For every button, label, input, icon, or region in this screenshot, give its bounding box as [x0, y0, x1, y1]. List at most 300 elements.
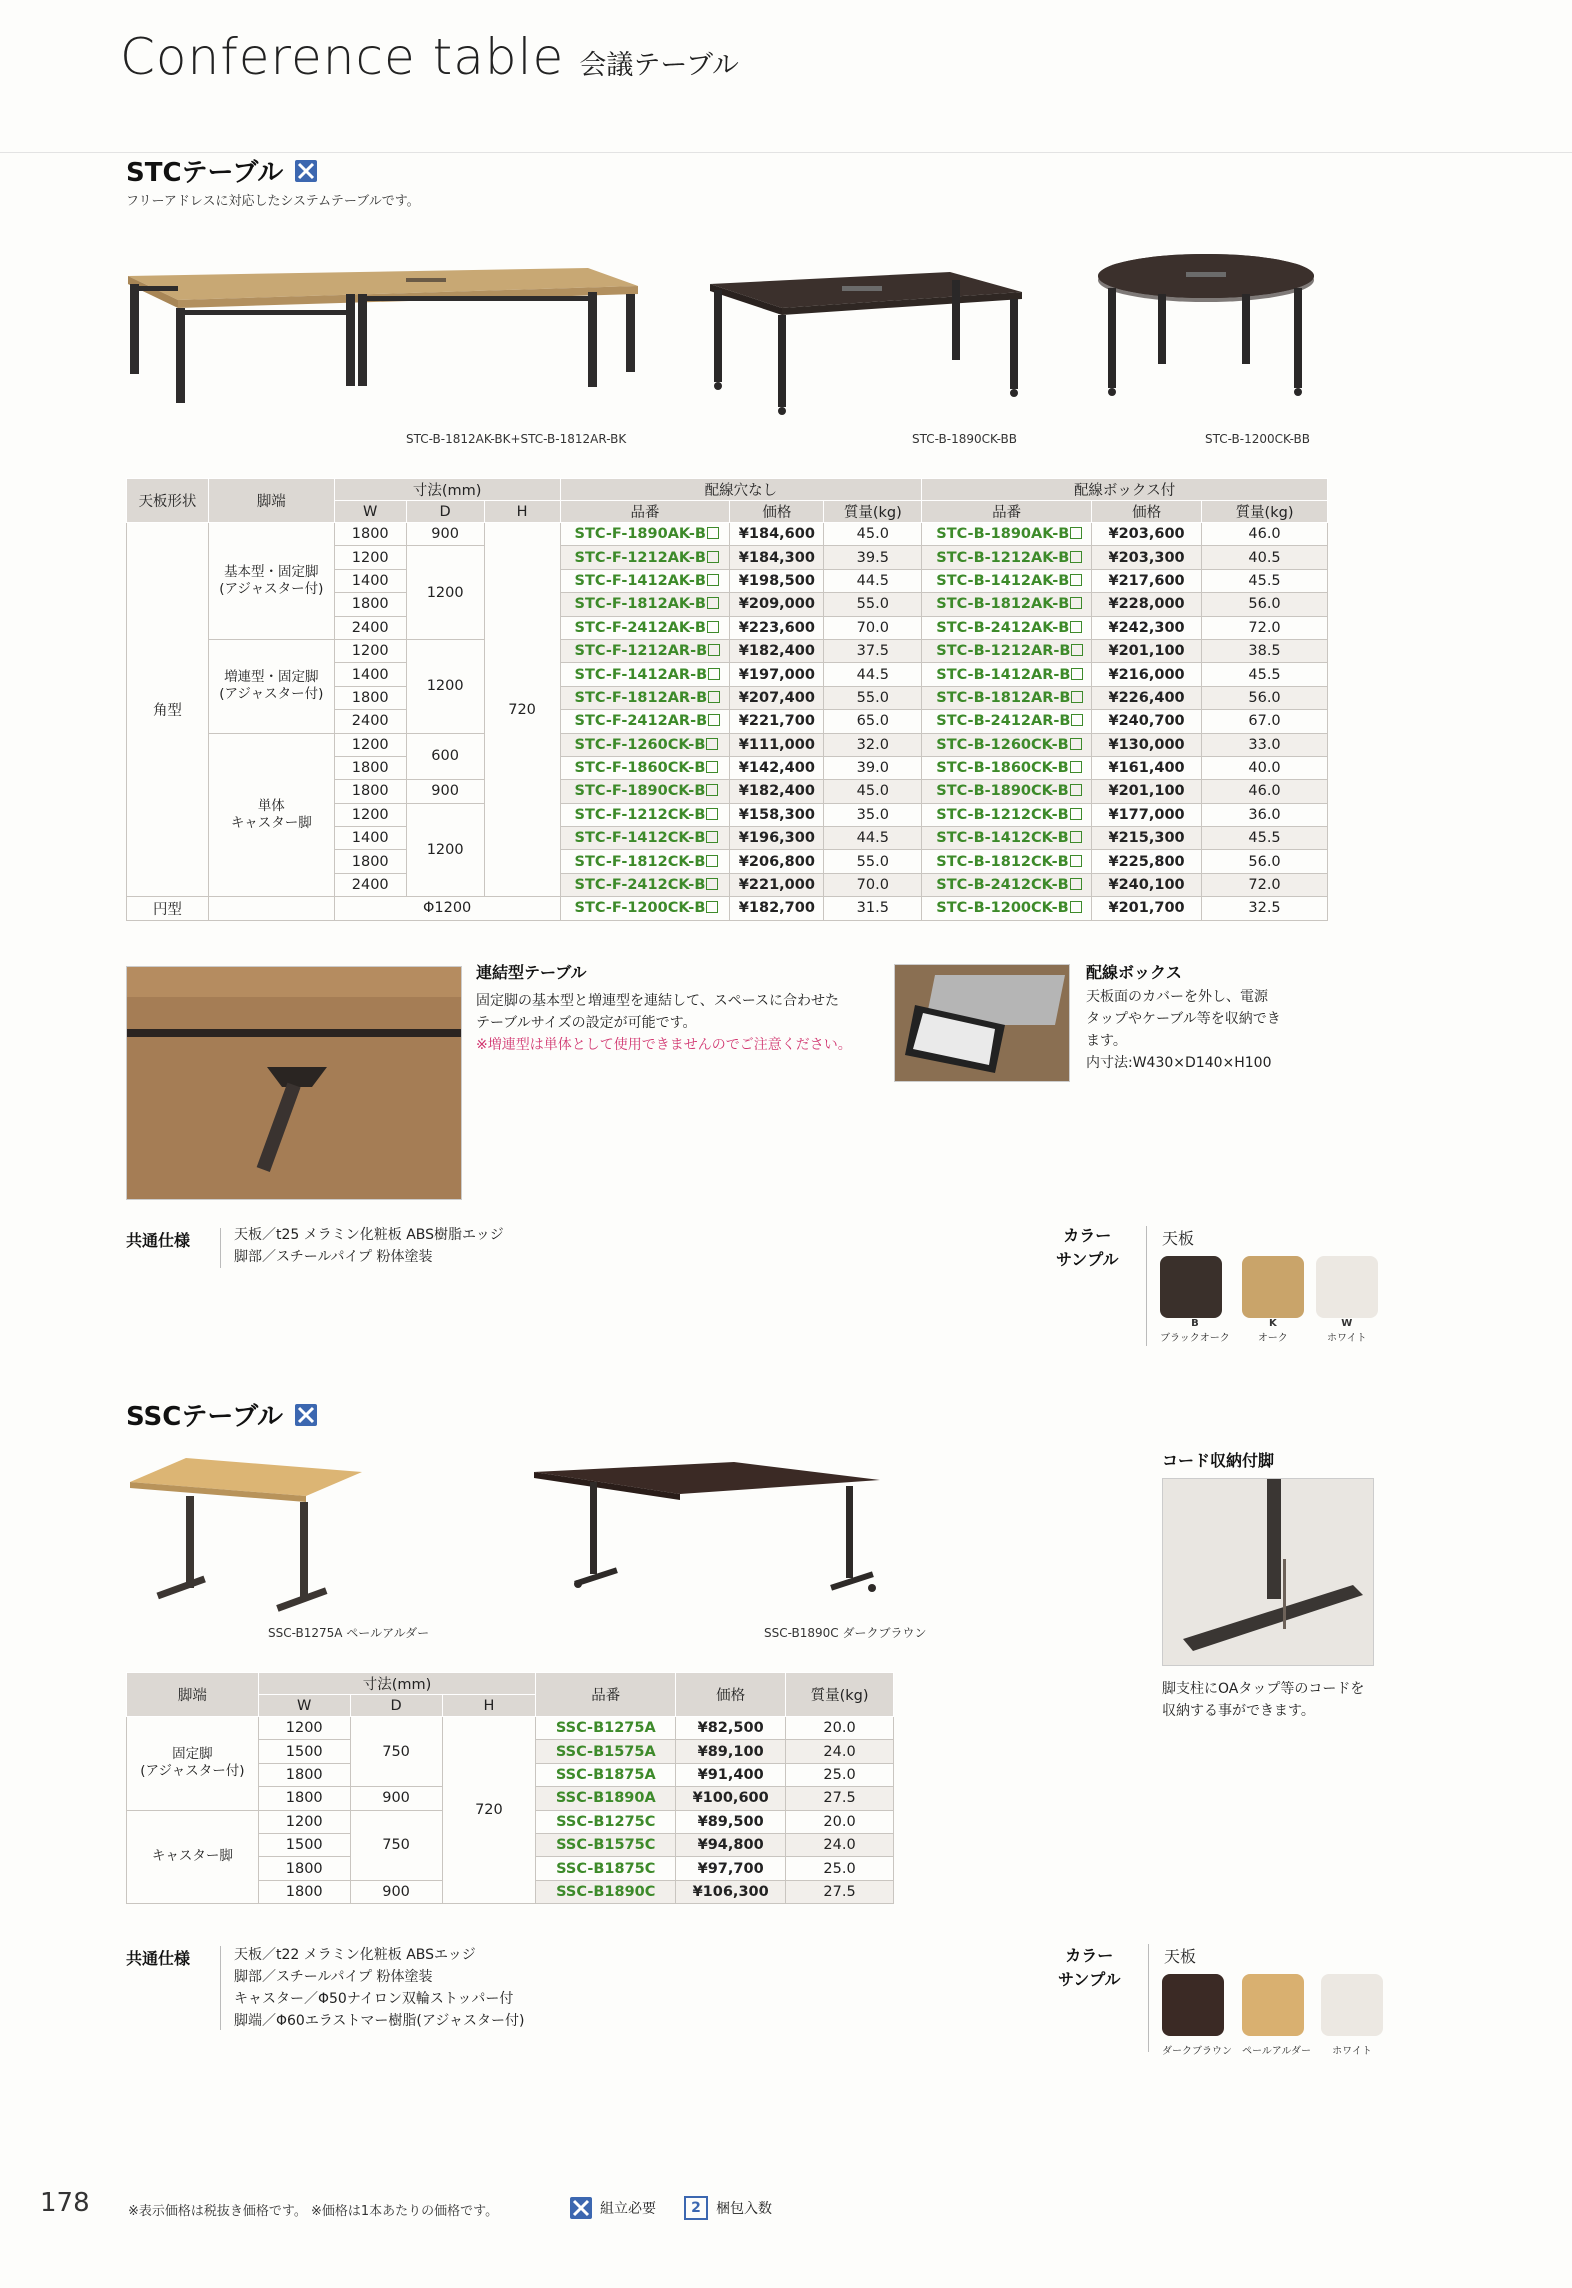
price-cell: ¥177,000 — [1092, 803, 1202, 826]
wiring-box-line-4: 内寸法:W430×D140×H100 — [1086, 1055, 1272, 1071]
color-placeholder-box — [706, 784, 718, 796]
price-cell: ¥182,400 — [730, 780, 824, 803]
col-weight-2: 質量(kg) — [1202, 501, 1328, 523]
color-placeholder-box — [708, 714, 720, 726]
color-placeholder-box — [1070, 855, 1082, 867]
weight-cell: 72.0 — [1202, 616, 1328, 639]
color-placeholder-box — [707, 597, 719, 609]
product-code-text: STC-B-2412AR-B — [936, 713, 1071, 730]
color-placeholder-box — [1070, 597, 1082, 609]
ssc-table-row — [127, 1717, 894, 1740]
w-cell: 1400 — [334, 663, 406, 686]
product-code — [922, 546, 1092, 569]
weight-cell: 70.0 — [824, 616, 922, 639]
product-code: SSC-B1275C — [536, 1810, 676, 1833]
product-code-text: STC-B-2412AK-B — [936, 619, 1070, 636]
weight-cell: 20.0 — [786, 1717, 894, 1740]
w-cell: 1400 — [334, 827, 406, 850]
weight-cell: 36.0 — [1202, 803, 1328, 826]
color-placeholder-box — [1070, 574, 1082, 586]
col-group-wiring-box: 配線ボックス付 — [922, 479, 1328, 501]
swatch-white-chip — [1316, 1256, 1378, 1318]
ssc-col-w: W — [258, 1695, 350, 1717]
product-code — [560, 569, 730, 592]
price-cell: ¥184,300 — [730, 546, 824, 569]
ssc-col-code: 品番 — [536, 1673, 676, 1717]
weight-cell: 45.5 — [1202, 569, 1328, 592]
stc-color-divider — [1146, 1226, 1147, 1346]
weight-cell: 32.5 — [1202, 897, 1328, 920]
stc-linked-table-photo — [118, 258, 648, 428]
weight-cell: 24.0 — [786, 1740, 894, 1763]
product-code — [922, 686, 1092, 709]
price-cell: ¥111,000 — [730, 733, 824, 756]
price-cell: ¥94,800 — [676, 1833, 786, 1856]
price-cell: ¥223,600 — [730, 616, 824, 639]
price-cell: ¥100,600 — [676, 1787, 786, 1810]
stc-1890-photo — [700, 262, 1030, 422]
linked-title: 連結型テーブル — [476, 963, 587, 982]
cord-text — [1162, 1678, 1364, 1722]
color-placeholder-box — [1070, 901, 1082, 913]
price-cell: ¥201,100 — [1092, 780, 1202, 803]
w-cell: 1200 — [334, 733, 406, 756]
weight-cell: 45.0 — [824, 780, 922, 803]
leg-cell: 単体 キャスター脚 — [208, 733, 334, 897]
stc-color-top-label: 天板 — [1162, 1229, 1195, 1248]
price-cell: ¥196,300 — [730, 827, 824, 850]
wiring-box-line-2: タップやケーブル等を収納でき — [1086, 1011, 1281, 1027]
swatch-oak-name: オーク — [1257, 1333, 1288, 1344]
product-code — [560, 639, 730, 662]
ssc-color-label-2: サンプル — [1058, 1970, 1121, 1989]
color-placeholder-box — [708, 668, 720, 680]
w-cell: 1800 — [334, 523, 406, 546]
color-placeholder-box — [706, 808, 718, 820]
ssc-swatches — [1162, 1974, 1383, 2057]
color-placeholder-box — [706, 878, 718, 890]
linked-text-1: 固定脚の基本型と増連型を連結して、スペースに合わせた — [476, 993, 840, 1009]
leg-cell — [208, 897, 334, 920]
product-code — [922, 873, 1092, 896]
product-code-text: STC-B-1212CK-B — [936, 806, 1069, 823]
product-code-text: STC-F-1412AK-B — [574, 572, 706, 589]
product-code-text: STC-B-1212AR-B — [936, 643, 1071, 660]
weight-cell: 39.0 — [824, 756, 922, 779]
w-cell: 1800 — [258, 1787, 350, 1810]
col-price-1: 価格 — [730, 501, 824, 523]
d-cell: 750 — [350, 1717, 442, 1787]
w-cell: 1800 — [334, 780, 406, 803]
stc-photo-caption-3: STC-B-1200CK-BB — [1205, 432, 1310, 446]
weight-cell: 37.5 — [824, 639, 922, 662]
color-placeholder-box — [707, 621, 719, 633]
product-code — [560, 686, 730, 709]
ssc-col-leg: 脚端 — [127, 1673, 259, 1717]
color-placeholder-box — [706, 831, 718, 843]
assembly-legend-label: 組立必要 — [600, 2201, 656, 2217]
product-code-text: STC-B-1212AK-B — [936, 549, 1070, 566]
ssc-spec-table — [126, 1672, 894, 1904]
stc-section-title — [126, 152, 317, 189]
stc-round-photo — [1094, 250, 1318, 410]
stc-common-line-1: 天板／t25 メラミン化粧板 ABS樹脂エッジ — [234, 1227, 504, 1243]
product-code-text: STC-F-1200CK-B — [574, 900, 706, 917]
page-title-ja: 会議テーブル — [579, 50, 739, 81]
product-code-text: STC-F-1212AR-B — [574, 643, 708, 660]
price-cell: ¥198,500 — [730, 569, 824, 592]
ssc-col-d: D — [350, 1695, 442, 1717]
color-placeholder-box — [1071, 644, 1083, 656]
stc-swatches — [1160, 1256, 1378, 1344]
price-cell: ¥89,500 — [676, 1810, 786, 1833]
d-cell: 750 — [350, 1810, 442, 1880]
price-cell: ¥197,000 — [730, 663, 824, 686]
weight-cell: 67.0 — [1202, 710, 1328, 733]
product-code-text: STC-F-2412AR-B — [574, 713, 708, 730]
price-cell: ¥203,600 — [1092, 523, 1202, 546]
price-cell: ¥240,700 — [1092, 710, 1202, 733]
product-code-text: STC-B-2412CK-B — [936, 877, 1069, 894]
weight-cell: 44.5 — [824, 569, 922, 592]
assembly-required-icon-ssc — [295, 1404, 317, 1426]
w-cell: 2400 — [334, 616, 406, 639]
weight-cell: 33.0 — [1202, 733, 1328, 756]
price-cell: ¥215,300 — [1092, 827, 1202, 850]
swatch-white-ssc — [1321, 1974, 1383, 2057]
col-w: W — [334, 501, 406, 523]
product-code-text: STC-B-1860CK-B — [936, 760, 1069, 777]
product-code-text: STC-B-1200CK-B — [936, 900, 1069, 917]
d-cell: 900 — [350, 1787, 442, 1810]
price-cell: ¥161,400 — [1092, 756, 1202, 779]
product-code-text: STC-B-1260CK-B — [936, 736, 1069, 753]
linked-table-photo — [126, 966, 462, 1200]
d-cell: 1200 — [406, 546, 484, 640]
product-code — [560, 873, 730, 896]
product-code — [560, 827, 730, 850]
leg-cell: 基本型・固定脚 (アジャスター付) — [208, 523, 334, 640]
price-cell: ¥217,600 — [1092, 569, 1202, 592]
ssc-common-divider — [220, 1946, 221, 2030]
product-code — [922, 850, 1092, 873]
stc-common-label: 共通仕様 — [126, 1231, 191, 1250]
price-cell: ¥201,100 — [1092, 639, 1202, 662]
ssc-common-text — [234, 1944, 525, 2032]
product-code-text: STC-F-1890CK-B — [574, 783, 706, 800]
w-cell: 1800 — [334, 686, 406, 709]
product-code-text: STC-B-1812AK-B — [936, 596, 1070, 613]
w-cell: 1800 — [334, 850, 406, 873]
swatch-dark-brown — [1162, 1974, 1232, 2057]
product-code-text: STC-F-1812CK-B — [574, 853, 706, 870]
w-cell: 1800 — [334, 756, 406, 779]
product-code — [922, 523, 1092, 546]
price-cell: ¥240,100 — [1092, 873, 1202, 896]
price-cell: ¥91,400 — [676, 1763, 786, 1786]
price-cell: ¥182,400 — [730, 639, 824, 662]
stc-common-text — [234, 1224, 504, 1268]
weight-cell: 70.0 — [824, 873, 922, 896]
weight-cell: 65.0 — [824, 710, 922, 733]
color-placeholder-box — [707, 551, 719, 563]
product-code — [922, 780, 1092, 803]
w-cell: 1800 — [258, 1763, 350, 1786]
price-cell: ¥228,000 — [1092, 593, 1202, 616]
price-cell: ¥97,700 — [676, 1857, 786, 1880]
product-code — [922, 663, 1092, 686]
product-code: SSC-B1890C — [536, 1880, 676, 1903]
w-cell: 1200 — [334, 639, 406, 662]
ssc-common-line-1: 天板／t22 メラミン化粧板 ABSエッジ — [234, 1947, 476, 1963]
product-code-text: STC-F-1212CK-B — [574, 806, 706, 823]
product-code: SSC-B1890A — [536, 1787, 676, 1810]
ssc-col-h: H — [442, 1695, 536, 1717]
weight-cell: 25.0 — [786, 1857, 894, 1880]
color-placeholder-box — [708, 644, 720, 656]
w-cell: 1800 — [258, 1880, 350, 1903]
wiring-box-title: 配線ボックス — [1086, 963, 1182, 982]
d-cell: 900 — [406, 523, 484, 546]
product-code-text: STC-F-1890AK-B — [574, 526, 706, 543]
ssc-photo-caption-1: SSC-B1275A ペールアルダー — [268, 1626, 430, 1640]
shape-cell: 角型 — [127, 523, 209, 897]
stc-title-text: STCテーブル — [126, 158, 284, 188]
product-code — [922, 756, 1092, 779]
color-placeholder-box — [1070, 738, 1082, 750]
weight-cell: 31.5 — [824, 897, 922, 920]
product-code — [560, 850, 730, 873]
product-code — [560, 523, 730, 546]
product-code — [922, 639, 1092, 662]
weight-cell: 56.0 — [1202, 593, 1328, 616]
col-h: H — [484, 501, 560, 523]
wiring-box-text — [1086, 986, 1281, 1074]
product-code-text: STC-F-1812AR-B — [574, 689, 708, 706]
product-code — [922, 827, 1092, 850]
product-code-text: STC-F-1412CK-B — [574, 830, 706, 847]
w-cell: 2400 — [334, 710, 406, 733]
price-cell: ¥221,700 — [730, 710, 824, 733]
ssc-common-line-2: 脚部／スチールパイプ 粉体塗装 — [234, 1969, 433, 1985]
color-placeholder-box — [1070, 784, 1082, 796]
stc-subtitle: フリーアドレスに対応したシステムテーブルです。 — [126, 194, 420, 209]
price-cell: ¥184,600 — [730, 523, 824, 546]
color-placeholder-box — [707, 574, 719, 586]
product-code-text: STC-F-1212AK-B — [574, 549, 706, 566]
product-code-text: STC-F-2412CK-B — [574, 877, 706, 894]
product-code — [922, 897, 1092, 920]
stc-table-row — [127, 897, 1328, 920]
linked-text-2: テーブルサイズの設定が可能です。 — [476, 1015, 697, 1031]
product-code — [922, 803, 1092, 826]
weight-cell: 25.0 — [786, 1763, 894, 1786]
color-placeholder-box — [706, 901, 718, 913]
color-placeholder-box — [1071, 691, 1083, 703]
weight-cell: 44.5 — [824, 827, 922, 850]
price-cell: ¥225,800 — [1092, 850, 1202, 873]
weight-cell: 38.5 — [1202, 639, 1328, 662]
w-cell: 1200 — [258, 1717, 350, 1740]
product-code — [922, 569, 1092, 592]
ssc-color-divider — [1148, 1944, 1149, 2052]
product-code — [922, 733, 1092, 756]
ssc-col-weight: 質量(kg) — [786, 1673, 894, 1717]
color-placeholder-box — [1071, 714, 1083, 726]
weight-cell: 20.0 — [786, 1810, 894, 1833]
stc-table-row — [127, 523, 1328, 546]
stc-table-row — [127, 639, 1328, 662]
product-code — [560, 710, 730, 733]
price-cell: ¥82,500 — [676, 1717, 786, 1740]
swatch-oak-code: K — [1268, 1318, 1277, 1329]
product-code-text: STC-F-1860CK-B — [574, 760, 706, 777]
weight-cell: 46.0 — [1202, 523, 1328, 546]
product-code — [560, 593, 730, 616]
package-count-icon: 2 — [684, 2196, 708, 2220]
stc-photo-caption-1: STC-B-1812AK-BK+STC-B-1812AR-BK — [406, 432, 627, 446]
leg-cell: 固定脚 (アジャスター付) — [127, 1717, 259, 1811]
product-code — [922, 710, 1092, 733]
color-placeholder-box — [708, 691, 720, 703]
swatch-oak — [1242, 1256, 1304, 1344]
weight-cell: 45.0 — [824, 523, 922, 546]
color-placeholder-box — [706, 738, 718, 750]
col-weight-1: 質量(kg) — [824, 501, 922, 523]
ssc-color-label — [1058, 1944, 1121, 1992]
page-number: 178 — [40, 2188, 90, 2218]
color-placeholder-box — [1070, 831, 1082, 843]
product-code — [560, 546, 730, 569]
weight-cell: 27.5 — [786, 1880, 894, 1903]
page-title: Conference table — [120, 28, 565, 86]
color-placeholder-box — [706, 761, 718, 773]
product-code: SSC-B1575A — [536, 1740, 676, 1763]
swatch-white-code: W — [1341, 1318, 1353, 1329]
price-cell: ¥89,100 — [676, 1740, 786, 1763]
ssc-photo-caption-2: SSC-B1890C ダークブラウン — [764, 1626, 927, 1640]
stc-photo-caption-2: STC-B-1890CK-BB — [912, 432, 1017, 446]
swatch-pale-alder-chip — [1242, 1974, 1304, 2036]
leg-cell: 増連型・固定脚 (アジャスター付) — [208, 639, 334, 733]
w-cell: 1500 — [258, 1833, 350, 1856]
d-cell: 900 — [350, 1880, 442, 1903]
cord-line-2: 収納する事ができます。 — [1162, 1703, 1315, 1719]
col-shape: 天板形状 — [127, 479, 209, 523]
product-code — [560, 756, 730, 779]
wiring-box-line-3: ます。 — [1086, 1033, 1127, 1049]
product-code-text: STC-F-1260CK-B — [574, 736, 706, 753]
d-cell: 600 — [406, 733, 484, 780]
ssc-pale-alder-photo — [126, 1452, 366, 1612]
price-cell: ¥221,000 — [730, 873, 824, 896]
page-header — [120, 28, 739, 86]
col-price-2: 価格 — [1092, 501, 1202, 523]
weight-cell: 40.5 — [1202, 546, 1328, 569]
w-cell: 1200 — [334, 546, 406, 569]
swatch-dark-brown-name: ダークブラウン — [1162, 2046, 1232, 2057]
ssc-dark-brown-photo — [530, 1456, 882, 1596]
product-code: SSC-B1875A — [536, 1763, 676, 1786]
weight-cell: 55.0 — [824, 593, 922, 616]
color-placeholder-box — [1070, 551, 1082, 563]
w-cell: 1200 — [258, 1810, 350, 1833]
color-placeholder-box — [1070, 621, 1082, 633]
product-code-text: STC-F-1412AR-B — [574, 666, 708, 683]
d-cell: 1200 — [406, 639, 484, 733]
price-cell: ¥209,000 — [730, 593, 824, 616]
weight-cell: 45.5 — [1202, 827, 1328, 850]
stc-color-label — [1056, 1224, 1119, 1272]
cord-title: コード収納付脚 — [1162, 1451, 1275, 1470]
product-code — [560, 663, 730, 686]
price-cell: ¥206,800 — [730, 850, 824, 873]
stc-color-label-1: カラー — [1063, 1226, 1112, 1245]
color-placeholder-box — [1070, 808, 1082, 820]
weight-cell: 24.0 — [786, 1833, 894, 1856]
ssc-common-line-4: 脚端／Φ60エラストマー樹脂(アジャスター付) — [234, 2013, 525, 2029]
weight-cell: 39.5 — [824, 546, 922, 569]
product-code — [560, 733, 730, 756]
weight-cell: 45.5 — [1202, 663, 1328, 686]
weight-cell: 56.0 — [1202, 686, 1328, 709]
price-cell: ¥203,300 — [1092, 546, 1202, 569]
w-cell: 1200 — [334, 803, 406, 826]
w-cell: 1800 — [258, 1857, 350, 1880]
swatch-black-oak-name: ブラックオーク — [1160, 1333, 1230, 1344]
ssc-col-dims: 寸法(mm) — [258, 1673, 536, 1695]
product-code-text: STC-B-1890AK-B — [936, 526, 1070, 543]
package-count-label: 梱包入数 — [716, 2201, 772, 2217]
color-placeholder-box — [1070, 761, 1082, 773]
cord-line-1: 脚支柱にOAタップ等のコードを — [1162, 1681, 1365, 1697]
wiring-box-photo — [894, 964, 1070, 1082]
price-cell: ¥182,700 — [730, 897, 824, 920]
color-placeholder-box — [1070, 527, 1082, 539]
product-code-text: STC-B-1412AK-B — [936, 572, 1070, 589]
product-code: SSC-B1575C — [536, 1833, 676, 1856]
color-placeholder-box — [1070, 878, 1082, 890]
shape-cell: 円型 — [127, 897, 209, 920]
round-dim-cell: Φ1200 — [334, 897, 560, 920]
footer-legend — [570, 2196, 772, 2220]
w-cell: 1400 — [334, 569, 406, 592]
weight-cell: 32.0 — [824, 733, 922, 756]
weight-cell: 55.0 — [824, 850, 922, 873]
wiring-box-line-1: 天板面のカバーを外し、電源 — [1086, 989, 1268, 1005]
price-cell: ¥226,400 — [1092, 686, 1202, 709]
ssc-color-top-label: 天板 — [1164, 1947, 1197, 1966]
product-code — [560, 897, 730, 920]
price-cell: ¥216,000 — [1092, 663, 1202, 686]
product-code-text: STC-B-1890CK-B — [936, 783, 1069, 800]
stc-table-row — [127, 733, 1328, 756]
w-cell: 2400 — [334, 873, 406, 896]
product-code-text: STC-B-1812CK-B — [936, 853, 1069, 870]
swatch-white-ssc-name: ホワイト — [1332, 2046, 1372, 2057]
swatch-black-oak — [1160, 1256, 1230, 1344]
linked-note: ※増連型は単体として使用できませんのでご注意ください。 — [476, 1037, 852, 1053]
col-dims: 寸法(mm) — [334, 479, 560, 501]
product-code-text: STC-F-2412AK-B — [574, 619, 706, 636]
weight-cell: 44.5 — [824, 663, 922, 686]
swatch-white — [1316, 1256, 1378, 1344]
cord-leg-photo — [1162, 1478, 1374, 1666]
weight-cell: 27.5 — [786, 1787, 894, 1810]
col-code-2: 品番 — [922, 501, 1092, 523]
product-code — [560, 780, 730, 803]
price-cell: ¥130,000 — [1092, 733, 1202, 756]
